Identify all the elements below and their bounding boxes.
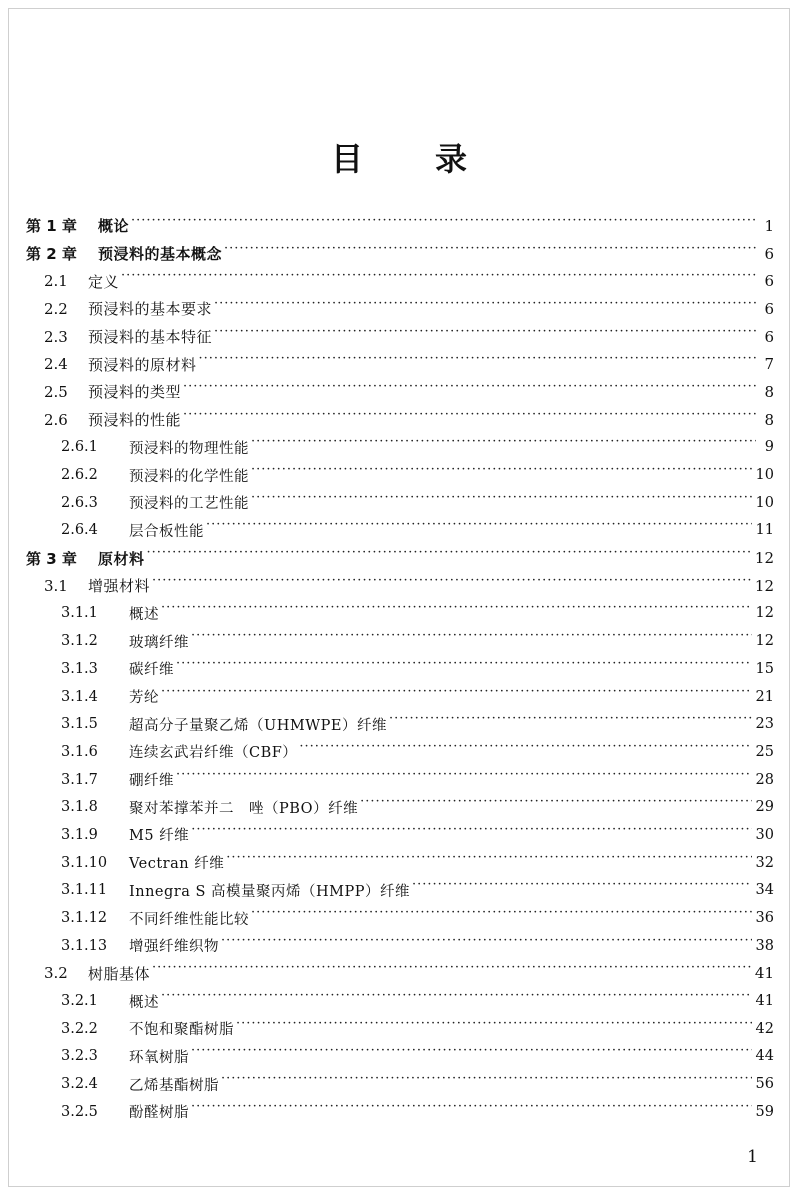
dot-leader — [224, 245, 756, 259]
toc-entry-title: 层合板性能 — [129, 523, 204, 540]
footer-page-number: 1 — [747, 1147, 758, 1167]
toc-entry-title: 定义 — [88, 272, 120, 291]
toc-entry-page: 23 — [755, 716, 774, 733]
toc-entry-number: 2.4 — [44, 355, 68, 374]
toc-entry[interactable] — [26, 766, 774, 794]
toc-entry[interactable] — [26, 904, 774, 932]
toc-entry-page: 44 — [755, 1048, 774, 1065]
toc-entry[interactable] — [26, 627, 774, 655]
toc-entry[interactable] — [26, 1098, 774, 1126]
toc-entry-title: 乙烯基酯树脂 — [129, 1077, 219, 1094]
toc-entry[interactable] — [26, 350, 774, 378]
toc-entry-page: 56 — [755, 1076, 774, 1093]
toc-entry[interactable] — [26, 434, 774, 462]
dot-leader — [183, 411, 756, 425]
toc-entry-title: 预浸料的性能 — [88, 411, 182, 430]
toc-entry-page: 30 — [755, 826, 774, 843]
toc-entry-number: 2.6.2 — [61, 467, 98, 484]
toc-entry-number: 3.1.4 — [61, 688, 98, 705]
toc-entry-page: 34 — [755, 882, 774, 899]
toc-entry-title: 预浸料的类型 — [88, 383, 182, 402]
toc-entry[interactable] — [26, 295, 774, 323]
toc-entry-page: 8 — [764, 382, 774, 401]
dot-leader — [147, 549, 751, 563]
toc-entry-page: 8 — [764, 410, 774, 429]
toc-entry[interactable] — [26, 406, 774, 434]
dot-leader — [412, 881, 752, 895]
title-char-left: 目 — [330, 140, 365, 178]
toc-entry[interactable] — [26, 849, 774, 877]
toc-entry-number: 2.6 — [44, 410, 68, 429]
toc-entry-number: 3.1.8 — [61, 799, 98, 816]
toc-entry-number: 3.1.5 — [61, 716, 98, 733]
dot-leader — [251, 909, 752, 923]
toc-entry[interactable] — [26, 655, 774, 683]
toc-entry[interactable] — [26, 710, 774, 738]
toc-entry-title: 聚对苯撑苯并二 唑（PBO）纤维 — [129, 800, 359, 817]
toc-entry[interactable] — [26, 1015, 774, 1043]
toc-entry-page: 12 — [755, 633, 774, 650]
toc-entry-number: 3.1 — [44, 576, 68, 595]
dot-leader — [161, 688, 752, 702]
dot-leader — [226, 854, 751, 868]
toc-entry-number: 2.5 — [44, 382, 68, 401]
toc-entry-page: 28 — [755, 771, 774, 788]
toc-entry[interactable] — [26, 378, 774, 406]
toc-entry-title: 环氧树脂 — [129, 1049, 189, 1066]
toc-entry[interactable] — [26, 323, 774, 351]
page-title — [0, 134, 800, 180]
toc-entry-title: 预浸料的物理性能 — [129, 440, 249, 457]
toc-entry-page: 10 — [755, 467, 774, 484]
toc-entry-title: 预浸料的原材料 — [88, 355, 197, 374]
toc-entry-number: 3.2.1 — [61, 993, 98, 1010]
toc-entry-number: 3.1.11 — [61, 882, 108, 899]
toc-entry[interactable] — [26, 267, 774, 295]
dot-leader — [360, 798, 751, 812]
toc-entry-number: 3.1.1 — [61, 605, 98, 622]
toc-entry-page: 12 — [754, 549, 774, 568]
dot-leader — [214, 300, 756, 314]
toc-entry-title: Innegra S 高模量聚丙烯（HMPP）纤维 — [129, 883, 410, 900]
dot-leader — [236, 1020, 752, 1034]
dot-leader — [299, 743, 751, 757]
dot-leader — [251, 494, 752, 508]
toc-entry-title: 不饱和聚酯树脂 — [129, 1022, 234, 1039]
toc-entry-number: 3.1.6 — [61, 743, 98, 760]
toc-entry-number: 2.3 — [44, 327, 68, 346]
dot-leader — [161, 992, 752, 1006]
toc-entry-page: 41 — [755, 993, 774, 1010]
toc-entry-page: 1 — [764, 216, 774, 235]
toc-entry[interactable] — [26, 1043, 774, 1071]
toc-entry-title: 预浸料的基本概念 — [98, 245, 223, 264]
toc-entry[interactable] — [26, 987, 774, 1015]
toc-entry-number: 2.6.1 — [61, 439, 98, 456]
toc-entry-title: 硼纤维 — [129, 773, 174, 790]
dot-leader — [389, 715, 752, 729]
dot-leader — [161, 604, 752, 618]
dot-leader — [131, 217, 756, 231]
toc-entry-number: 2.6.3 — [61, 494, 98, 511]
toc-entry-title: 不同纤维性能比较 — [129, 911, 249, 928]
toc-entry-title: 连续玄武岩纤维（CBF） — [129, 745, 298, 762]
dot-leader — [152, 964, 751, 978]
toc-entry-number: 3.2.2 — [61, 1020, 98, 1037]
toc-entry-page: 7 — [764, 355, 774, 374]
toc-entry-title: 原材料 — [98, 549, 145, 568]
dot-leader — [121, 272, 756, 286]
toc-entry-number: 第 3 章 — [26, 549, 77, 568]
toc-entry-number: 3.1.7 — [61, 771, 98, 788]
dot-leader — [199, 355, 756, 369]
toc-entry-title: 预浸料的基本要求 — [88, 300, 213, 319]
toc-entry[interactable] — [26, 793, 774, 821]
toc-entry-page: 41 — [754, 964, 774, 983]
toc-entry[interactable] — [26, 877, 774, 905]
toc-entry[interactable] — [26, 544, 774, 572]
toc-entry-number: 3.1.9 — [61, 826, 98, 843]
toc-entry-page: 9 — [764, 439, 774, 456]
toc-entry-title: 概论 — [98, 217, 130, 236]
toc-entry[interactable] — [26, 461, 774, 489]
dot-leader — [191, 826, 751, 840]
dot-leader — [191, 1047, 752, 1061]
toc-entry-number: 3.2.5 — [61, 1103, 98, 1120]
toc-entry-title: 增强材料 — [88, 577, 151, 596]
toc-entry[interactable] — [26, 1070, 774, 1098]
dot-leader — [214, 328, 756, 342]
toc-entry-title: 玻璃纤维 — [129, 634, 189, 651]
toc-entry[interactable] — [26, 960, 774, 988]
toc-entry-page: 32 — [755, 854, 774, 871]
dot-leader — [152, 577, 751, 591]
toc-entry-page: 21 — [755, 688, 774, 705]
toc-entry[interactable] — [26, 738, 774, 766]
toc-entry-page: 6 — [764, 244, 774, 263]
toc-entry-page: 59 — [755, 1103, 774, 1120]
toc-entry[interactable] — [26, 212, 774, 240]
toc-entry-title: 预浸料的化学性能 — [129, 468, 249, 485]
toc-entry-number: 3.2.4 — [61, 1076, 98, 1093]
toc-entry-title: 树脂基体 — [88, 964, 151, 983]
toc-entry-title: 酚醛树脂 — [129, 1105, 189, 1122]
toc-entry-page: 29 — [755, 799, 774, 816]
toc-entry-page: 42 — [755, 1020, 774, 1037]
dot-leader — [206, 521, 752, 535]
dot-leader — [251, 438, 756, 452]
dot-leader — [191, 632, 752, 646]
toc-entry[interactable] — [26, 932, 774, 960]
dot-leader — [221, 1075, 752, 1089]
toc-entry-title: 概述 — [129, 994, 159, 1011]
dot-leader — [191, 1103, 752, 1117]
toc-entry-title: 超高分子量聚乙烯（UHMWPE）纤维 — [129, 717, 387, 734]
toc-entry-number: 2.6.4 — [61, 522, 98, 539]
toc-entry-page: 6 — [764, 299, 774, 318]
toc-entry-title: 增强纤维织物 — [129, 939, 219, 956]
dot-leader — [221, 937, 752, 951]
toc-entry-page: 10 — [755, 494, 774, 511]
toc-entry-number: 2.1 — [44, 272, 68, 291]
toc-entry-title: 碳纤维 — [129, 662, 174, 679]
toc-entry-number: 3.1.10 — [61, 854, 108, 871]
toc-entry[interactable] — [26, 517, 774, 545]
toc-entry-page: 38 — [755, 937, 774, 954]
toc-entry-number: 第 1 章 — [26, 217, 77, 236]
dot-leader — [183, 383, 756, 397]
toc-entry-title: 芳纶 — [129, 690, 159, 707]
toc-entry-page: 25 — [755, 743, 774, 760]
toc-entry[interactable] — [26, 572, 774, 600]
toc-entry[interactable] — [26, 489, 774, 517]
toc-entry-number: 3.1.12 — [61, 910, 108, 927]
toc-entry[interactable] — [26, 821, 774, 849]
toc-entry-page: 12 — [755, 605, 774, 622]
toc-entry[interactable] — [26, 240, 774, 268]
toc-entry-page: 11 — [755, 522, 774, 539]
toc-entry-number: 2.2 — [44, 299, 68, 318]
toc-entry-page: 6 — [764, 272, 774, 291]
toc-entry-number: 3.2.3 — [61, 1048, 98, 1065]
dot-leader — [176, 660, 752, 674]
toc-entry-number: 3.2 — [44, 964, 68, 983]
toc-entry-title: M5 纤维 — [129, 828, 190, 845]
toc-entry-title: 概述 — [129, 606, 159, 623]
toc-entry[interactable] — [26, 683, 774, 711]
toc-entry-page: 12 — [754, 576, 774, 595]
toc-entry[interactable] — [26, 600, 774, 628]
toc-entry-number: 3.1.3 — [61, 660, 98, 677]
toc-entry-title: 预浸料的基本特征 — [88, 328, 213, 347]
dot-leader — [251, 466, 752, 480]
toc-entry-title: Vectran 纤维 — [129, 856, 225, 873]
toc-entry-number: 第 2 章 — [26, 245, 77, 264]
toc-entry-title: 预浸料的工艺性能 — [129, 496, 249, 513]
toc-entry-page: 6 — [764, 327, 774, 346]
title-char-right: 录 — [435, 140, 470, 178]
toc-entry-number: 3.1.2 — [61, 633, 98, 650]
toc-entry-page: 15 — [755, 660, 774, 677]
toc-entry-number: 3.1.13 — [61, 937, 108, 954]
toc-entry-page: 36 — [755, 910, 774, 927]
table-of-contents — [26, 212, 774, 1126]
dot-leader — [176, 771, 752, 785]
